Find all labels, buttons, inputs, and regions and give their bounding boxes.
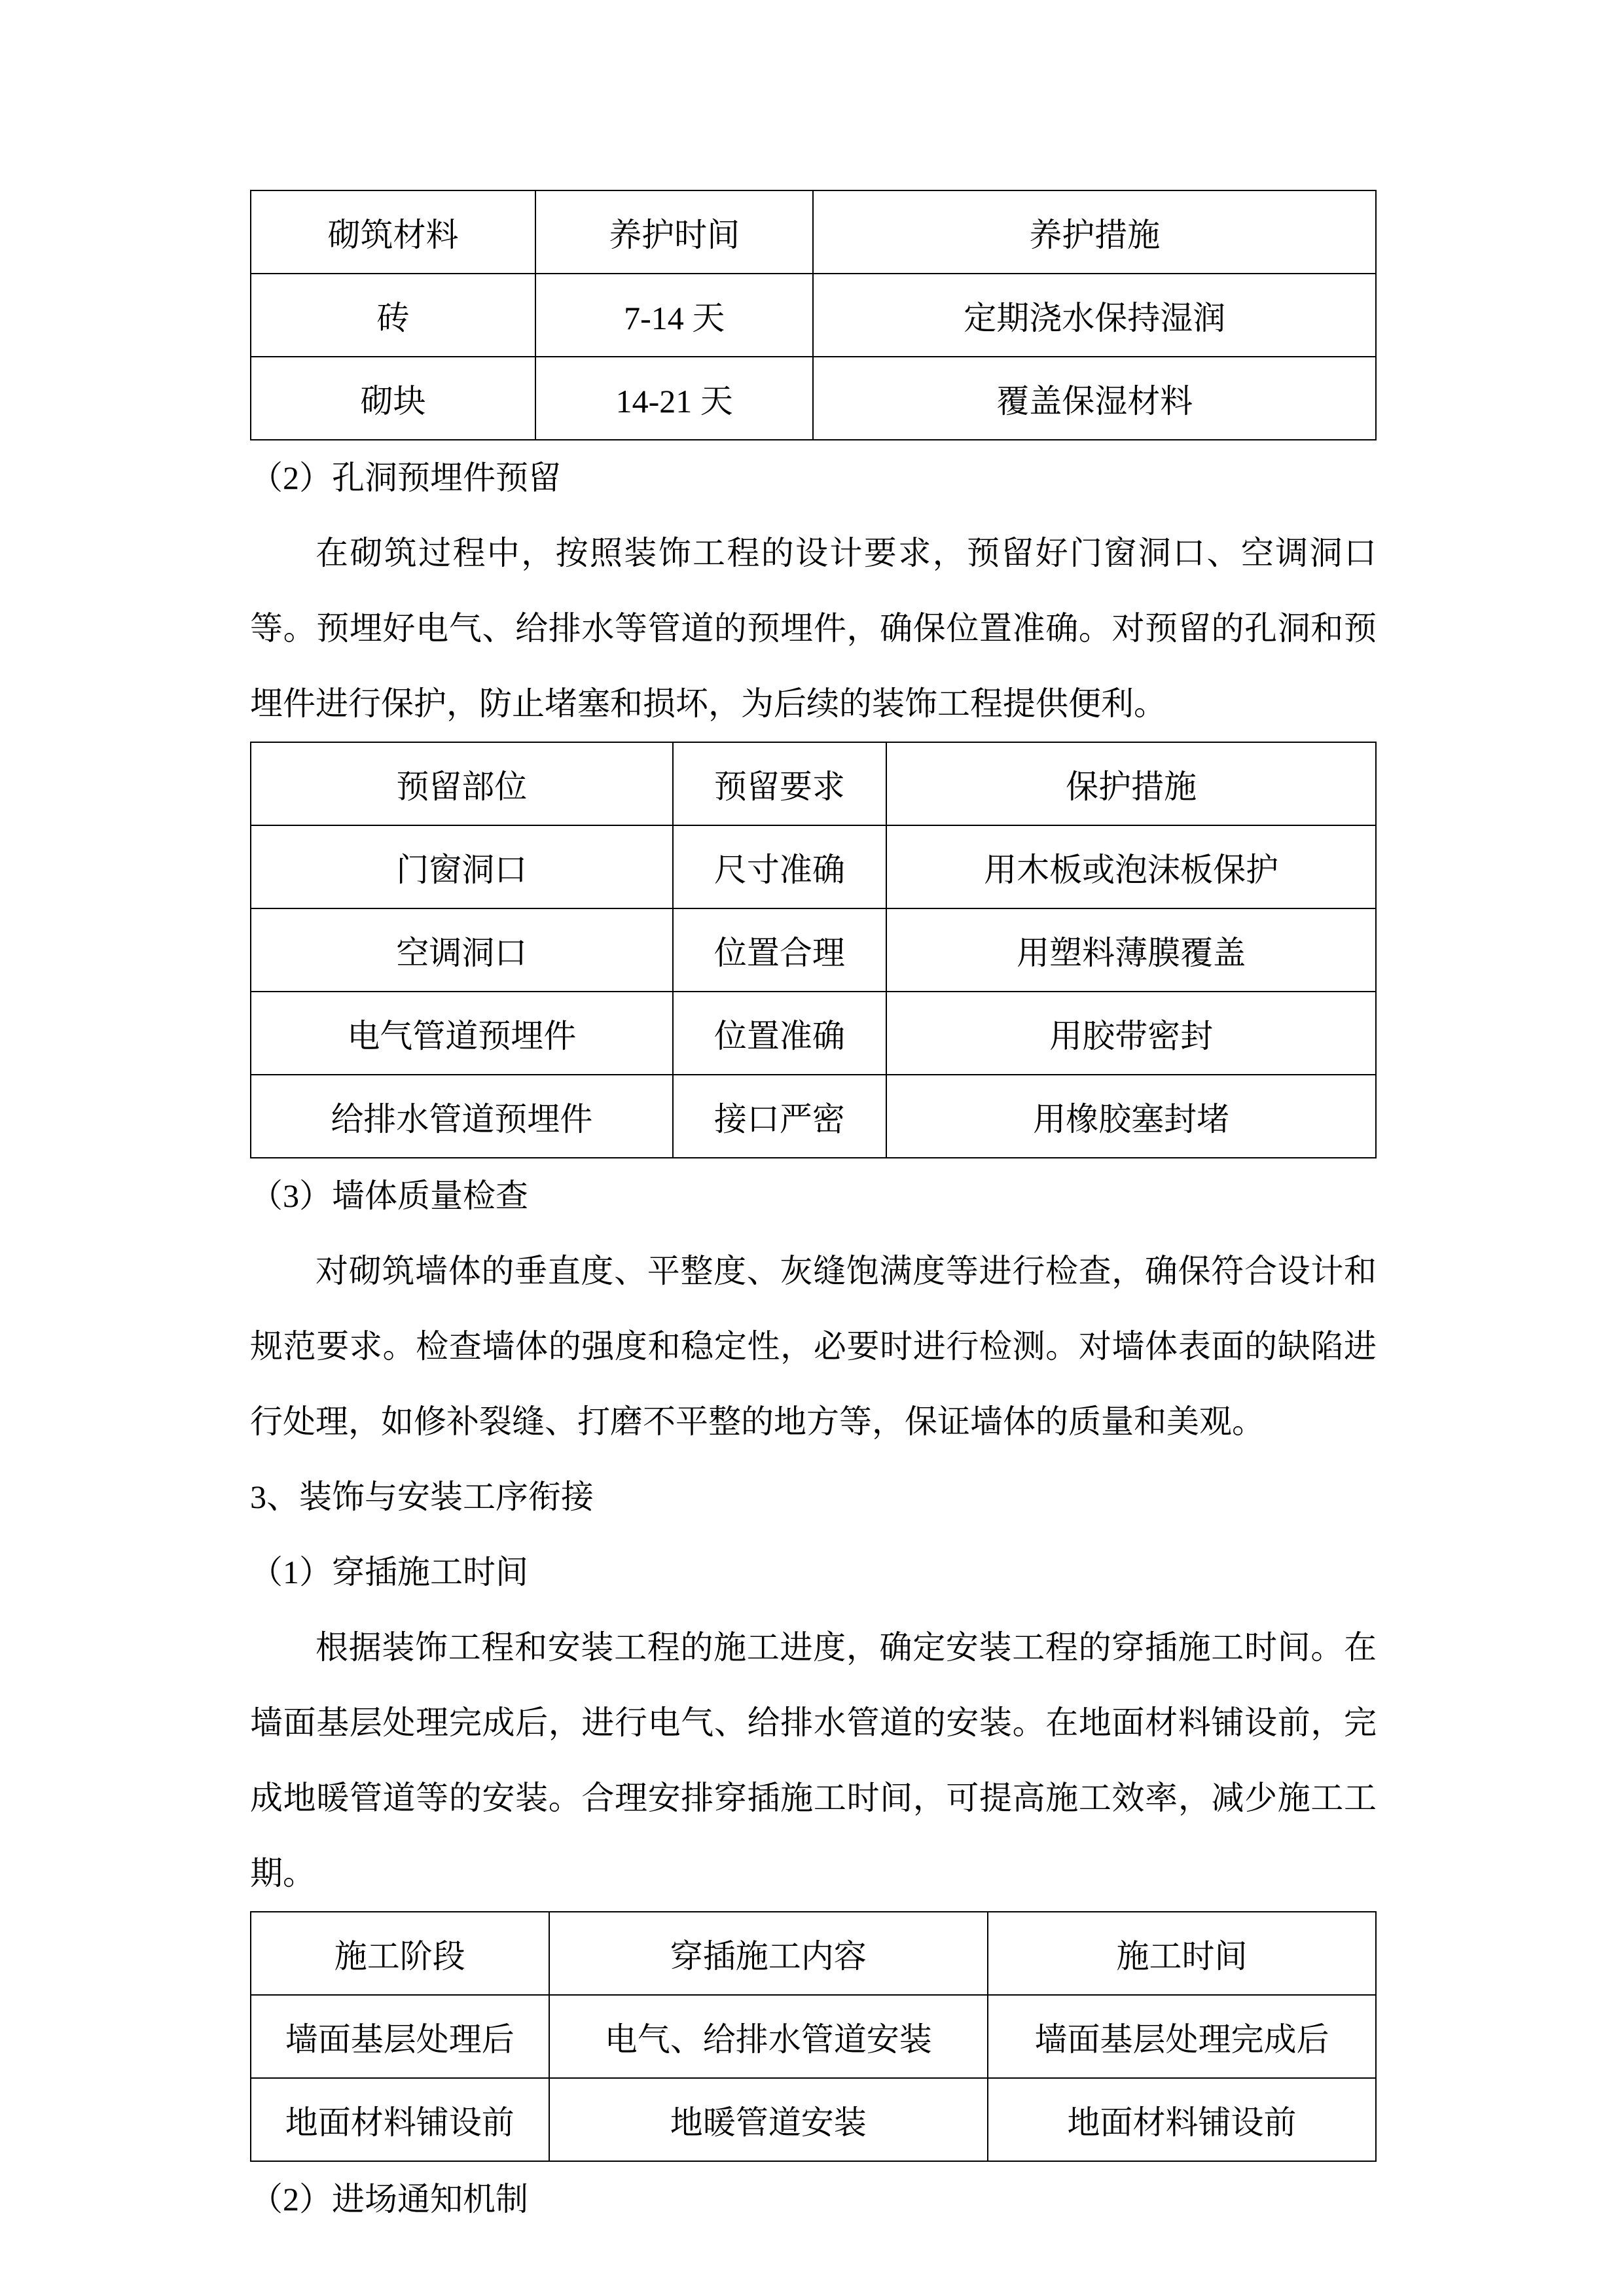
table-row bbox=[251, 825, 1376, 908]
paragraph-insert: 根据装饰工程和安装工程的施工进度，确定安装工程的穿插施工时间。在墙面基层处理完成后，进行电气、给排水管道的安装。在地面材料铺设前，完成地暖管道等的安装。合理安排穿插施工时间，可提高施工效率，减少施工工期。 bbox=[250, 1629, 1377, 1892]
table-row bbox=[251, 2078, 1376, 2161]
paragraph-reserve: 在砌筑过程中，按照装饰工程的设计要求，预留好门窗洞口、空调洞口等。预埋好电气、给排水等管道的预埋件，确保位置准确。对预留的孔洞和预埋件进行保护，防止堵塞和损坏，为后续的装饰工程提供便利。 bbox=[250, 535, 1377, 722]
table-cell: 砌块 bbox=[251, 357, 535, 440]
heading-notify: （2）进场通知机制 bbox=[250, 2181, 528, 2217]
table-cell: 预留要求 bbox=[673, 742, 887, 825]
table-cell: 电气、给排水管道安装 bbox=[549, 1995, 988, 2078]
table-cell: 尺寸准确 bbox=[673, 825, 887, 908]
table-cell: 接口严密 bbox=[673, 1075, 887, 1158]
table-cell: 穿插施工内容 bbox=[549, 1912, 988, 1995]
table-cell: 预留部位 bbox=[251, 742, 673, 825]
table-cell: 地面材料铺设前 bbox=[251, 2078, 549, 2161]
table-cell: 用胶带密封 bbox=[886, 992, 1376, 1075]
curing-table bbox=[250, 190, 1377, 440]
insert-table bbox=[250, 1911, 1377, 2162]
table-row bbox=[251, 190, 1376, 274]
table-cell: 墙面基层处理完成后 bbox=[988, 1995, 1376, 2078]
table-cell: 给排水管道预埋件 bbox=[251, 1075, 673, 1158]
table-row bbox=[251, 274, 1376, 357]
table-cell: 覆盖保湿材料 bbox=[813, 357, 1376, 440]
paragraph-quality: 对砌筑墙体的垂直度、平整度、灰缝饱满度等进行检查，确保符合设计和规范要求。检查墙体的强度和稳定性，必要时进行检测。对墙体表面的缺陷进行处理，如修补裂缝、打磨不平整的地方等，保证墙体的质量和美观。 bbox=[250, 1253, 1377, 1440]
table-cell: 14-21 天 bbox=[535, 357, 814, 440]
table-cell: 门窗洞口 bbox=[251, 825, 673, 908]
table-row bbox=[251, 1995, 1376, 2078]
reserve-table bbox=[250, 742, 1377, 1158]
table-cell: 定期浇水保持湿润 bbox=[813, 274, 1376, 357]
heading-section3: 3、装饰与安装工序衔接 bbox=[250, 1479, 594, 1515]
table-cell: 用塑料薄膜覆盖 bbox=[886, 908, 1376, 992]
table-cell: 空调洞口 bbox=[251, 908, 673, 992]
table-row bbox=[251, 992, 1376, 1075]
table-row bbox=[251, 742, 1376, 825]
table-row bbox=[251, 1912, 1376, 1995]
table-cell: 施工时间 bbox=[988, 1912, 1376, 1995]
heading-insert: （1）穿插施工时间 bbox=[250, 1554, 528, 1590]
table-row bbox=[251, 357, 1376, 440]
table-row bbox=[251, 908, 1376, 992]
table-cell: 地面材料铺设前 bbox=[988, 2078, 1376, 2161]
table-cell: 施工阶段 bbox=[251, 1912, 549, 1995]
table-row bbox=[251, 1075, 1376, 1158]
table-cell: 地暖管道安装 bbox=[549, 2078, 988, 2161]
table-cell: 养护时间 bbox=[535, 190, 814, 274]
table-cell: 养护措施 bbox=[813, 190, 1376, 274]
table-cell: 用橡胶塞封堵 bbox=[886, 1075, 1376, 1158]
table-cell: 位置合理 bbox=[673, 908, 887, 992]
table-cell: 7-14 天 bbox=[535, 274, 814, 357]
table-cell: 墙面基层处理后 bbox=[251, 1995, 549, 2078]
table-cell: 保护措施 bbox=[886, 742, 1376, 825]
heading-quality: （3）墙体质量检查 bbox=[250, 1177, 528, 1214]
heading-reserve: （2）孔洞预埋件预留 bbox=[250, 459, 561, 496]
table-cell: 砌筑材料 bbox=[251, 190, 535, 274]
table-cell: 电气管道预埋件 bbox=[251, 992, 673, 1075]
table-cell: 砖 bbox=[251, 274, 535, 357]
table-cell: 位置准确 bbox=[673, 992, 887, 1075]
table-cell: 用木板或泡沫板保护 bbox=[886, 825, 1376, 908]
